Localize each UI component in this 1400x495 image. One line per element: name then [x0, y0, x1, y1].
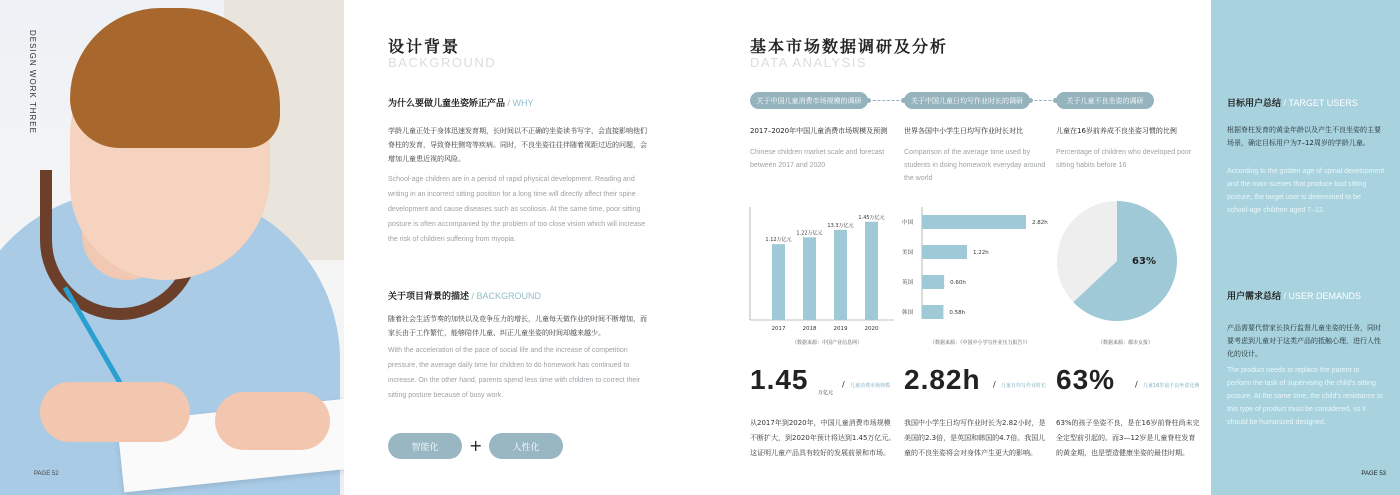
user-demands-heading: [1227, 289, 1361, 302]
photo-hand-left: [40, 382, 190, 442]
why-body-cn: 学龄儿童正处于身体迅速发育期，长时间以不正确的坐姿读书写字，会直接影响他们脊柱的发育，导致脊柱侧弯等疾病。同时，不良坐姿往往伴随着视距过近的问题，会增加儿童患近视的风险。: [388, 127, 647, 163]
chart2-value-label: 1.22h: [972, 250, 989, 256]
page-number-left: PAGE 52: [34, 471, 59, 477]
market-title-en: DATA ANALYSIS: [750, 55, 868, 70]
col3-source: （数据来源：都市女报）: [1098, 340, 1154, 346]
chart1-bar: [834, 230, 847, 320]
about-heading-en: / BACKGROUND: [469, 291, 542, 301]
cover-photo: [0, 0, 344, 495]
poor-posture-pie: [1056, 200, 1178, 322]
col2-bottom-text: 我国中小学生日均写作业时长为2.82小时，是美国的2.3倍，是英国和韩国的4.7倍。我国儿童的不良坐姿将会对身体产生更大的影响。: [904, 419, 1046, 457]
why-heading-cn: 为什么要做儿童坐姿矫正产品: [388, 99, 506, 109]
col3-big-label: 儿童16岁前不良坐姿比例: [1143, 383, 1200, 389]
chart1-bar: [865, 222, 878, 320]
pill-humanized: 人性化: [489, 433, 563, 459]
chart2-category-label: 美国: [902, 250, 914, 256]
about-heading-cn: 关于项目背景的描述: [388, 292, 470, 302]
chart1-bar: [803, 237, 816, 320]
col1-big-number: 1.45: [750, 364, 809, 395]
col3-desc: Percentage of children who developed poor sitting habits before 16: [1056, 149, 1192, 169]
homework-time-chart: [898, 205, 1058, 325]
vertical-series-title: DESIGN WORK THREE: [28, 30, 37, 134]
col2-desc: Comparison of the average time used by students in doing homework everyday around the world: [904, 149, 1046, 182]
chart1-value-label: 13.3万亿元: [827, 222, 854, 229]
chart2-category-label: 英国: [902, 280, 914, 286]
col1-head: 2017–2020年中国儿童消费市场规模及预测: [750, 127, 888, 135]
col2-source: （数据来源：《中国中小学写作业压力报告》）: [930, 340, 1031, 346]
user-demands-en: The product needs to replace the parent to perform the task of supervising the child's sitting posture. At the same time, the child's resistance to this type of product must be considered, so it should be humanized designed.: [1227, 367, 1383, 426]
target-users-en: According to the golden age of spinal development and the main scenes that produce bad sitting posture, the target user is determined to be school-age children aged 7–12.: [1227, 168, 1385, 214]
chart2-value-label: 0.60h: [950, 280, 966, 286]
col3-head: 儿童在16岁前养成不良坐姿习惯的比例: [1056, 127, 1177, 135]
about-body-cn: 随着社会生活节奏的加快以及竞争压力的增长，儿童每天做作业的时间不断增加，而家长由于工作繁忙，能够陪伴儿童、纠正儿童坐姿的时间却越来越少。: [388, 315, 647, 337]
about-body-en: With the acceleration of the pace of social life and the increase of competition pressure, the average daily time for children to do homework has continued to increase. On the other hand, parents spend less time with children to correct their sitting posture because of busy work.: [388, 347, 641, 399]
pill-intelligent: 智能化: [388, 433, 462, 459]
user-demands-heading-cn: 用户需求总结: [1227, 292, 1282, 302]
background-title-en: BACKGROUND: [388, 55, 497, 70]
col1-big-label: 儿童消费市场规模: [850, 383, 891, 389]
market-scale-chart: [748, 205, 898, 335]
chart1-value-label: 1.45万亿元: [858, 214, 885, 221]
page-number-right: PAGE 53: [1361, 471, 1386, 477]
market-title: 基本市场数据调研及分析: [750, 37, 949, 56]
col3-bottom-text: 63%的孩子坐姿不良，是在16岁前脊柱尚未完全定型前引起的。而3—12岁是儿童脊柱发育的黄金期，也是塑造健康坐姿的最佳时期。: [1056, 419, 1200, 457]
chart2-bar: [922, 245, 967, 259]
target-users-heading: [1227, 96, 1358, 109]
plus-sign: +: [469, 436, 483, 455]
col2-big-number: 2.82h: [904, 364, 981, 395]
target-users-heading-cn: 目标用户总结: [1227, 99, 1282, 109]
chart1-category-label: 2017: [771, 326, 786, 332]
col1-bottom-text: 从2017年到2020年，中国儿童消费市场规模不断扩大，到2020年预计将达到1.45万亿元。这证明儿童产品具有较好的发展前景和市场。: [750, 419, 896, 457]
connector-dot: [1028, 98, 1033, 103]
chart2-category-label: 韩国: [902, 310, 914, 316]
summary-panel: [1211, 0, 1400, 495]
chart1-category-label: 2019: [833, 326, 848, 332]
chart1-value-label: 1.22万亿元: [796, 230, 823, 237]
why-heading: [388, 96, 534, 109]
col2-head: 世界各国中小学生日均写作业时长对比: [904, 127, 1023, 135]
chart1-category-label: 2018: [802, 326, 817, 332]
chart1-bar: [772, 244, 785, 320]
col3-big-number: 63%: [1056, 364, 1116, 395]
tag-poor-posture: 关于儿童不良坐姿的调研: [1056, 92, 1154, 109]
chart2-value-label: 2.82h: [1032, 220, 1048, 226]
chart2-bar: [922, 275, 944, 289]
col1-unit: 万亿元: [818, 390, 834, 396]
about-heading: [388, 289, 541, 302]
why-heading-en: / WHY: [505, 98, 534, 108]
chart3-center-label: 63%: [1132, 256, 1156, 267]
chart2-value-label: 0.58h: [949, 310, 966, 316]
tag-market-scale: 关于中国儿童消费市场规模的调研: [750, 92, 868, 109]
user-demands-cn: 产品需要代替家长执行监督儿童坐姿的任务，同时要考虑到儿童对于这类产品的抵触心理，进行人性化的设计。: [1227, 324, 1381, 358]
why-body-en: School-age children are in a period of rapid physical development. Reading and writing in an incorrect sitting position for a long time will directly affect their spine development and cause diseases such as scoliosis. At the same time, poor sitting posture is often accompanied by the problem of too close vision which will increase the risk of children suffering from myopia.: [388, 176, 646, 243]
target-users-heading-en: / TARGET USERS: [1281, 98, 1358, 108]
target-users-cn: 根据脊柱发育的黄金年龄以及产生不良坐姿的主要场景，确定目标用户为7–12周岁的学龄儿童。: [1227, 126, 1381, 147]
photo-hand-right: [215, 392, 330, 450]
col1-source: （数据来源：中国产业信息网）: [792, 340, 863, 346]
tag-connector-1: [868, 100, 904, 101]
tag-homework-time: 关于中国儿童日均写作业时长的调研: [904, 92, 1030, 109]
chart1-value-label: 1.12万亿元: [765, 237, 792, 244]
col1-desc: Chinese children market scale and forecast between 2017 and 2020: [750, 149, 885, 169]
connector-dot: [866, 98, 871, 103]
user-demands-heading-en: / USER DEMANDS: [1281, 291, 1362, 301]
col2-separator: /: [993, 380, 996, 389]
col1-separator: /: [842, 380, 845, 389]
col3-separator: /: [1135, 380, 1138, 389]
chart2-bar: [922, 215, 1026, 229]
col2-big-label: 儿童日均写作业时长: [1001, 383, 1047, 389]
chart1-category-label: 2020: [864, 326, 879, 332]
background-title: 设计背景: [388, 37, 461, 56]
chart2-bar: [922, 305, 943, 319]
chart2-category-label: 中国: [902, 220, 914, 226]
